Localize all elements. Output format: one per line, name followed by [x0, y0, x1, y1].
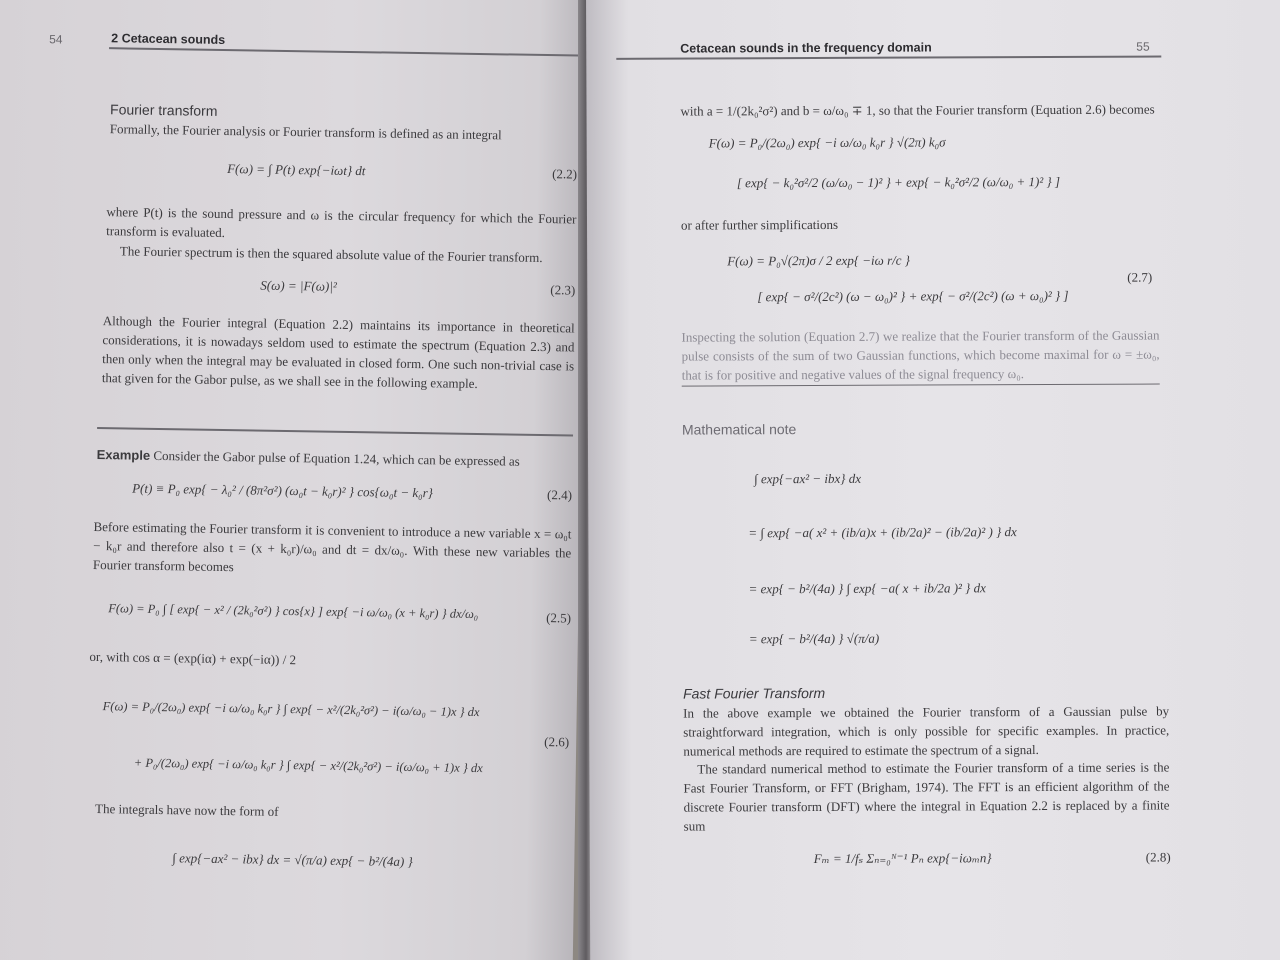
equation-2-6-line-2: + P₀/(2ω₀) exp{ −i ω/ω₀ k₀r } ∫ exp{ − x²/(2k₀²σ²) − i(ω/ω₀ + 1)x } dx	[133, 755, 483, 776]
equation-2-5: F(ω) = P₀ ∫ [ exp{ − x² / (2k₀²σ²) } cos{x} ] exp{ −i ω/ω₀ (x + k₀r) } dx/ω₀	[108, 601, 479, 622]
header-rule	[109, 47, 579, 56]
fft-heading: Fast Fourier Transform	[683, 684, 826, 702]
example-text: Consider the Gabor pulse of Equation 1.24, which can be expressed as	[153, 447, 520, 469]
paragraph: where P(t) is the sound pressure and ω is the circular frequency for which the Fourier transform is evaluated.	[106, 204, 577, 241]
paragraph: The standard numerical method to estimate the Fourier transform of a time series is the Fast Fourier Transform, or FFT (Brigham, 1974). The FFT is an efficient algorithm of the discrete Fourier transform (DFT) where the integral in Equation 2.2 is replaced by a finite sum	[683, 759, 1170, 834]
paragraph: In the above example we obtained the Fourier transform of a Gaussian pulse by straightforward integration, which is only possible for specific examples. In practice, numerical methods are required to estimate the spectrum of a signal.	[683, 703, 1170, 759]
example-intro	[97, 445, 573, 471]
paragraph: Before estimating the Fourier transform it is convenient to introduce a new variable x = ω₀t − k₀r and therefore also t = (x + k₀r)/ω₀ and dt = dx/ω₀. With these new variables the Fourier transform becomes	[92, 518, 572, 575]
cos-identity: or, with cos α = (exp(iα) + exp(−iα)) / 2	[89, 648, 297, 668]
running-header: 2 Cetacean sounds	[111, 31, 226, 47]
equation-line: [ exp{ − k₀²σ²/2 (ω/ω₀ − 1)² } + exp{ − k₀²σ²/2 (ω/ω₀ + 1)² } ]	[736, 173, 1061, 191]
paragraph: Although the Fourier integral (Equation 2.2) maintains its importance in theoretical considerations, it is nowadays seldom used to estimate the spectrum (Equation 2.3) and then only when the integral may be evaluated in closed form. One such non-trivial case is that given for the Gabor pulse, as we shall see in the following example.	[101, 313, 575, 391]
equation-number: (2.6)	[544, 734, 570, 750]
equation-2-7-line-1: F(ω) = P₀√(2π)σ / 2 exp{ −iω r/c }	[727, 252, 910, 269]
example-label: Example	[96, 447, 151, 463]
math-note-heading: Mathematical note	[681, 421, 797, 438]
running-header: Cetacean sounds in the frequency domain	[680, 40, 932, 56]
right-page	[586, 0, 1280, 960]
page-number: 55	[1136, 39, 1150, 54]
paragraph: or after further simplifications	[680, 216, 839, 233]
equation-number: (2.5)	[546, 610, 572, 626]
paragraph: The Fourier spectrum is then the squared absolute value of the Fourier transform.	[119, 243, 543, 265]
paragraph: The integrals have now the form of	[95, 801, 279, 819]
integral-form: ∫ exp{−ax² − ibx} dx = √(π/a) exp{ − b²/(4a) }	[172, 850, 413, 870]
equation-line: F(ω) = P₀/(2ω₀) exp{ −i ω/ω₀ k₀r } √(2π) k₀σ	[708, 134, 946, 151]
equation-2-2: F(ω) = ∫ P(t) exp{−iωt} dt	[227, 161, 366, 179]
paragraph: Inspecting the solution (Equation 2.7) we realize that the Fourier transform of the Gaussian pulse consists of the sum of two Gaussian functions, which become maximal for ω = ±ω₀, that is for positive and negative values of the signal frequency ω₀.	[681, 327, 1160, 383]
page-number: 54	[49, 32, 63, 47]
equation-2-8: Fₘ = 1/fₛ Σₙ₌₀ᴺ⁻¹ Pₙ exp{−iωₘn}	[813, 850, 992, 867]
paragraph: with a = 1/(2k₀²σ²) and b = ω/ω₀ ∓ 1, so that the Fourier transform (Equation 2.6) becomes	[680, 101, 1155, 119]
equation-2-7-line-2: [ exp{ − σ²/(2c²) (ω − ω₀)² } + exp{ − σ²/(2c²) (ω + ω₀)² } ]	[757, 287, 1069, 305]
math-note-line: = exp{ − b²/(4a) } ∫ exp{ −a( x + ib/2a )² } dx	[748, 580, 986, 597]
equation-number: (2.7)	[1127, 269, 1153, 285]
intro-text: Formally, the Fourier analysis or Fourier transform is defined as an integral	[109, 121, 502, 143]
math-note-line: = exp{ − b²/(4a) } √(π/a)	[748, 630, 880, 647]
equation-number: (2.4)	[546, 487, 573, 503]
equation-number: (2.8)	[1145, 849, 1171, 865]
math-note-line: ∫ exp{−ax² − ibx} dx	[754, 470, 862, 487]
equation-2-6-line-1: F(ω) = P₀/(2ω₀) exp{ −i ω/ω₀ k₀r } ∫ exp{ − x²/(2k₀²σ²) − i(ω/ω₀ − 1)x } dx	[102, 699, 480, 720]
section-heading: Fourier transform	[109, 101, 218, 119]
math-note-line: = ∫ exp{ −a( x² + (ib/a)x + (ib/2a)² − (ib/2a)² ) } dx	[748, 524, 1017, 541]
equation-2-3: S(ω) = |F(ω)|²	[260, 277, 337, 294]
header-rule	[616, 55, 1161, 59]
equation-number: (2.2)	[552, 166, 578, 182]
equation-number: (2.3)	[550, 282, 576, 298]
left-page	[0, 0, 588, 960]
equation-2-4: P(t) ≡ P₀ exp{ − λ₀² / (8π²σ²) (ω₀t − k₀r)² } cos{ω₀t − k₀r}	[132, 480, 434, 501]
example-rule	[97, 427, 573, 436]
